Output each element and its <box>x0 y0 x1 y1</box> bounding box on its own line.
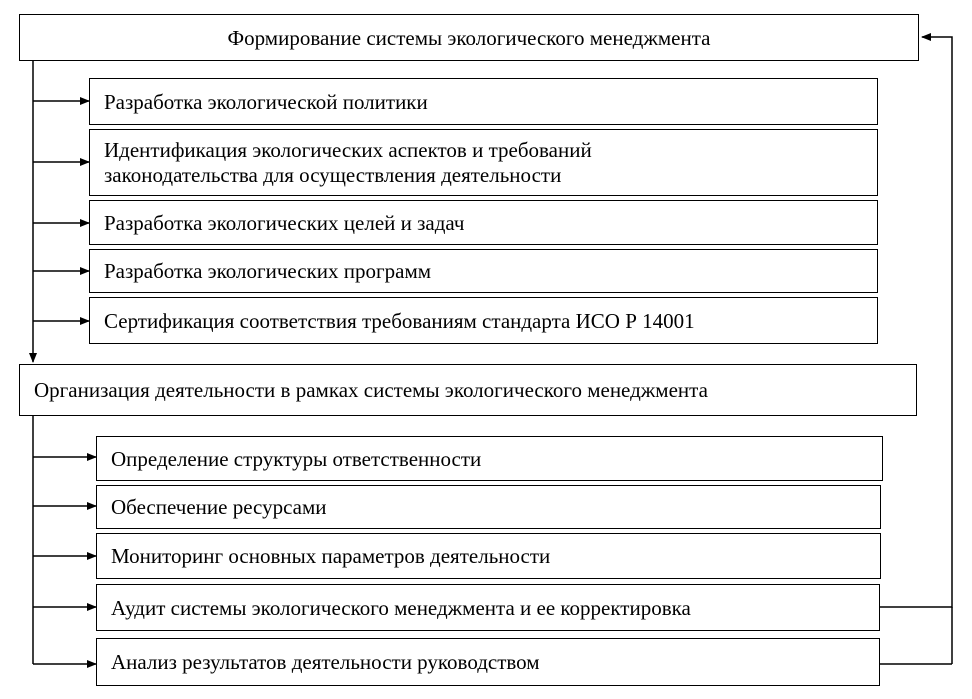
organization-item-box-5 <box>96 638 880 686</box>
formation-item-box-3 <box>89 200 878 245</box>
organization-title-box <box>19 364 917 416</box>
formation-item-box-4 <box>89 249 878 293</box>
organization-item-box-2 <box>96 485 881 529</box>
organization-item-1: Определение структуры ответственности <box>111 446 482 471</box>
formation-title-box <box>19 14 919 61</box>
formation-item-box-2 <box>89 129 878 196</box>
formation-item-box-1 <box>89 78 878 125</box>
formation-item-1: Разработка экологической политики <box>104 89 428 114</box>
feedback-audit-arrow <box>880 37 952 607</box>
organization-title: Организация деятельности в рамках системы экологического менеджмента <box>34 378 708 402</box>
formation-item-2: Идентификация экологических аспектов и требований законодательства для осуществления деятельности <box>104 137 592 187</box>
organization-item-5: Анализ результатов деятельности руководством <box>111 650 540 674</box>
organization-item-2: Обеспечение ресурсами <box>111 495 327 519</box>
organization-item-3: Мониторинг основных параметров деятельности <box>111 544 551 568</box>
organization-item-4: Аудит системы экологического менеджмента и ее корректировка <box>111 595 691 620</box>
formation-item-box-5 <box>89 297 878 344</box>
formation-item-5: Сертификация соответствия требованиям стандарта ИСО Р 14001 <box>104 308 695 333</box>
formation-item-4: Разработка экологических программ <box>104 259 432 283</box>
formation-title: Формирование системы экологического менеджмента <box>227 25 711 50</box>
organization-item-box-3 <box>96 533 881 579</box>
organization-item-box-4 <box>96 584 880 631</box>
organization-item-box-1 <box>96 436 883 481</box>
formation-item-3: Разработка экологических целей и задач <box>104 210 465 235</box>
